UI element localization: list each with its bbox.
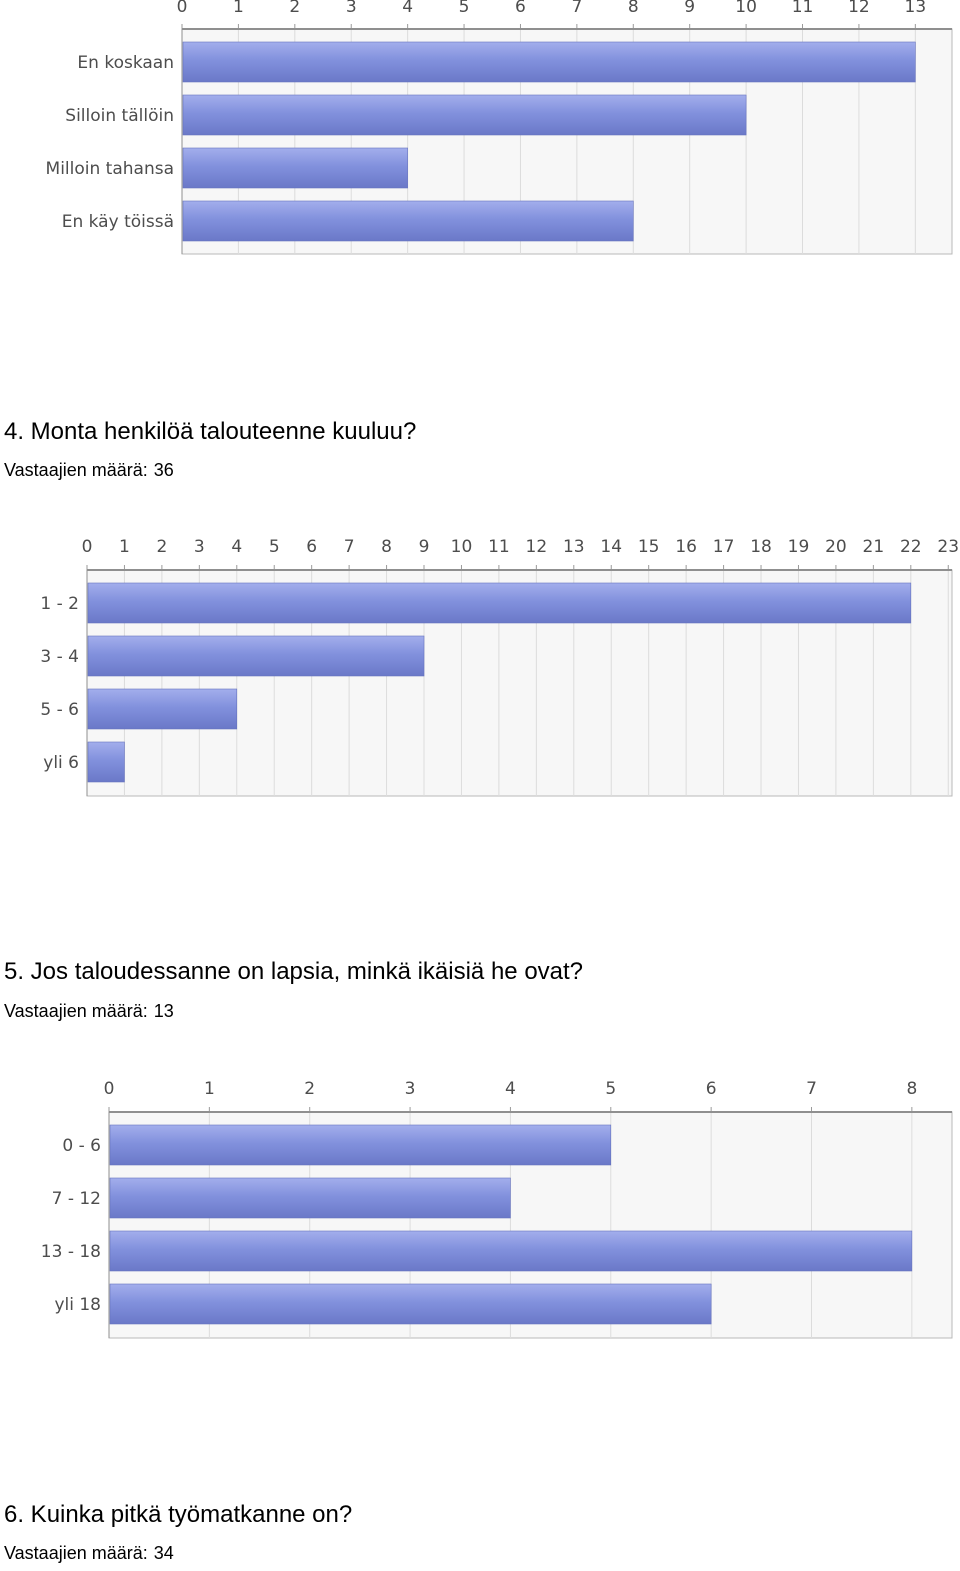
chart-work-frequency xyxy=(0,0,960,262)
tick-label: 11 xyxy=(488,537,510,557)
tick-label: 13 xyxy=(904,0,927,17)
bar xyxy=(183,95,746,135)
bar xyxy=(183,148,408,188)
tick-label: 17 xyxy=(712,537,735,557)
tick-label: 14 xyxy=(600,537,623,557)
tick-label: 9 xyxy=(418,537,430,557)
bar xyxy=(110,1125,611,1165)
tick-label: 2 xyxy=(156,537,168,557)
respondent-count-value: 34 xyxy=(153,1543,174,1563)
tick-label: 5 xyxy=(605,1079,617,1099)
bar xyxy=(110,1284,711,1324)
tick-label: 12 xyxy=(525,537,548,557)
question-5-respondents xyxy=(4,1000,174,1022)
bar-chart-2 xyxy=(0,1078,960,1346)
tick-label: 10 xyxy=(735,0,757,17)
tick-label: 0 xyxy=(103,1079,115,1099)
category-label: Milloin tahansa xyxy=(45,159,174,179)
tick-label: 21 xyxy=(862,537,885,557)
category-label: 0 - 6 xyxy=(62,1136,101,1156)
tick-label: 1 xyxy=(203,1079,215,1099)
respondent-count-label: Vastaajien määrä: xyxy=(4,1001,148,1021)
category-label: En käy töissä xyxy=(61,212,174,232)
tick-label: 11 xyxy=(791,0,814,17)
tick-label: 8 xyxy=(906,1079,918,1099)
respondent-count-label: Vastaajien määrä: xyxy=(4,460,148,480)
chart-children-ages xyxy=(0,1078,960,1346)
tick-label: 9 xyxy=(684,0,696,17)
category-label: 13 - 18 xyxy=(40,1242,101,1262)
category-label: 5 - 6 xyxy=(40,700,79,720)
tick-label: 23 xyxy=(937,537,960,557)
category-label: yli 18 xyxy=(54,1295,101,1315)
tick-label: 7 xyxy=(343,537,355,557)
tick-label: 18 xyxy=(750,537,772,557)
bar xyxy=(110,1178,510,1218)
tick-label: 7 xyxy=(571,0,583,17)
category-label: En koskaan xyxy=(77,53,174,73)
tick-label: 4 xyxy=(402,0,414,17)
bar xyxy=(183,42,915,82)
tick-label: 2 xyxy=(289,0,301,17)
tick-label: 0 xyxy=(81,537,93,557)
bar xyxy=(88,742,124,782)
category-label: 7 - 12 xyxy=(51,1189,101,1209)
tick-label: 15 xyxy=(637,537,660,557)
tick-label: 4 xyxy=(231,537,243,557)
bar xyxy=(88,583,911,623)
tick-label: 22 xyxy=(899,537,922,557)
tick-label: 2 xyxy=(304,1079,316,1099)
tick-label: 7 xyxy=(806,1079,817,1099)
tick-label: 8 xyxy=(381,537,392,557)
category-label: Silloin tällöin xyxy=(65,106,174,126)
category-label: 1 - 2 xyxy=(40,594,79,614)
category-label: 3 - 4 xyxy=(40,647,79,667)
respondent-count-value: 36 xyxy=(153,460,174,480)
bar xyxy=(183,201,633,241)
question-6-respondents xyxy=(4,1542,174,1564)
tick-label: 3 xyxy=(193,537,205,557)
tick-label: 0 xyxy=(176,0,188,17)
chart-household-size xyxy=(0,536,960,804)
tick-label: 6 xyxy=(306,537,318,557)
bar xyxy=(88,636,424,676)
bar-chart-1 xyxy=(0,536,960,804)
bar xyxy=(110,1231,912,1271)
bar xyxy=(88,689,237,729)
tick-label: 10 xyxy=(450,537,473,557)
tick-label: 6 xyxy=(515,0,526,17)
tick-label: 3 xyxy=(404,1079,416,1099)
tick-label: 13 xyxy=(562,537,585,557)
respondent-count-label: Vastaajien määrä: xyxy=(4,1543,148,1563)
question-6-title: 6. Kuinka pitkä työmatkanne on? xyxy=(4,1501,353,1528)
tick-label: 19 xyxy=(787,537,810,557)
question-5-title: 5. Jos taloudessanne on lapsia, minkä ikäisiä he ovat? xyxy=(4,958,584,985)
tick-label: 1 xyxy=(232,0,244,17)
tick-label: 1 xyxy=(119,537,130,557)
question-4-respondents xyxy=(4,459,174,481)
tick-label: 6 xyxy=(705,1079,717,1099)
respondent-count-value: 13 xyxy=(153,1001,174,1021)
tick-label: 8 xyxy=(627,0,639,17)
tick-label: 12 xyxy=(848,0,870,17)
tick-label: 3 xyxy=(345,0,357,17)
tick-label: 20 xyxy=(825,537,847,557)
tick-label: 5 xyxy=(458,0,470,17)
tick-label: 5 xyxy=(268,537,280,557)
bar-chart-0 xyxy=(0,0,960,262)
category-label: yli 6 xyxy=(43,753,79,773)
tick-label: 16 xyxy=(675,537,697,557)
question-4-title: 4. Monta henkilöä talouteenne kuuluu? xyxy=(4,418,417,445)
tick-label: 4 xyxy=(505,1079,516,1099)
